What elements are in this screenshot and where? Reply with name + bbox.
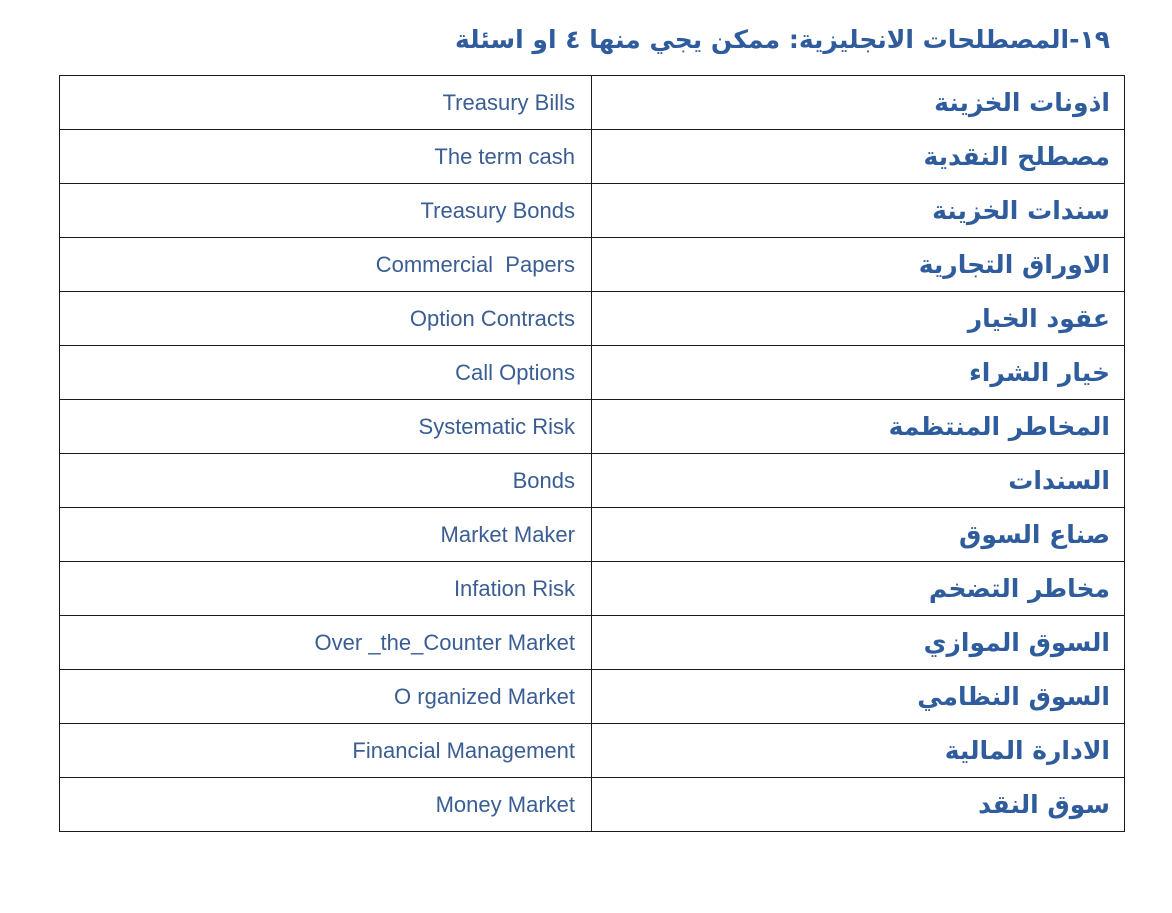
table-row (60, 562, 1125, 616)
english-term: Market Maker (60, 508, 592, 562)
table-row (60, 238, 1125, 292)
english-term: Treasury Bills (60, 76, 592, 130)
arabic-term: الادارة المالية (592, 724, 1125, 778)
arabic-term: سوق النقد (592, 778, 1125, 832)
arabic-term: اذونات الخزينة (592, 76, 1125, 130)
table-row (60, 778, 1125, 832)
table-row (60, 76, 1125, 130)
arabic-term: سندات الخزينة (592, 184, 1125, 238)
arabic-term: المخاطر المنتظمة (592, 400, 1125, 454)
arabic-term: السندات (592, 454, 1125, 508)
arabic-term: السوق الموازي (592, 616, 1125, 670)
english-term: O rganized Market (60, 670, 592, 724)
english-term: Over _the_Counter Market (60, 616, 592, 670)
english-term: Money Market (60, 778, 592, 832)
english-term: Commercial Papers (60, 238, 592, 292)
english-term: Option Contracts (60, 292, 592, 346)
table-row (60, 184, 1125, 238)
table-row (60, 346, 1125, 400)
arabic-term: السوق النظامي (592, 670, 1125, 724)
table-row (60, 508, 1125, 562)
english-term: Treasury Bonds (60, 184, 592, 238)
terms-table (59, 75, 1125, 832)
arabic-term: مخاطر التضخم (592, 562, 1125, 616)
arabic-term: الاوراق التجارية (592, 238, 1125, 292)
arabic-term: خيار الشراء (592, 346, 1125, 400)
table-row (60, 400, 1125, 454)
page-title: ١٩-المصطلحات الانجليزية: ممكن يجي منها ٤ او اسئلة (454, 25, 1110, 54)
table-row (60, 724, 1125, 778)
english-term: Bonds (60, 454, 592, 508)
arabic-term: مصطلح النقدية (592, 130, 1125, 184)
arabic-term: عقود الخيار (592, 292, 1125, 346)
table-row (60, 292, 1125, 346)
english-term: The term cash (60, 130, 592, 184)
table-row (60, 130, 1125, 184)
english-term: Financial Management (60, 724, 592, 778)
english-term: Infation Risk (60, 562, 592, 616)
arabic-term: صناع السوق (592, 508, 1125, 562)
english-term: Call Options (60, 346, 592, 400)
table-row (60, 616, 1125, 670)
table-row (60, 670, 1125, 724)
english-term: Systematic Risk (60, 400, 592, 454)
terms-table-body (60, 76, 1125, 832)
table-row (60, 454, 1125, 508)
